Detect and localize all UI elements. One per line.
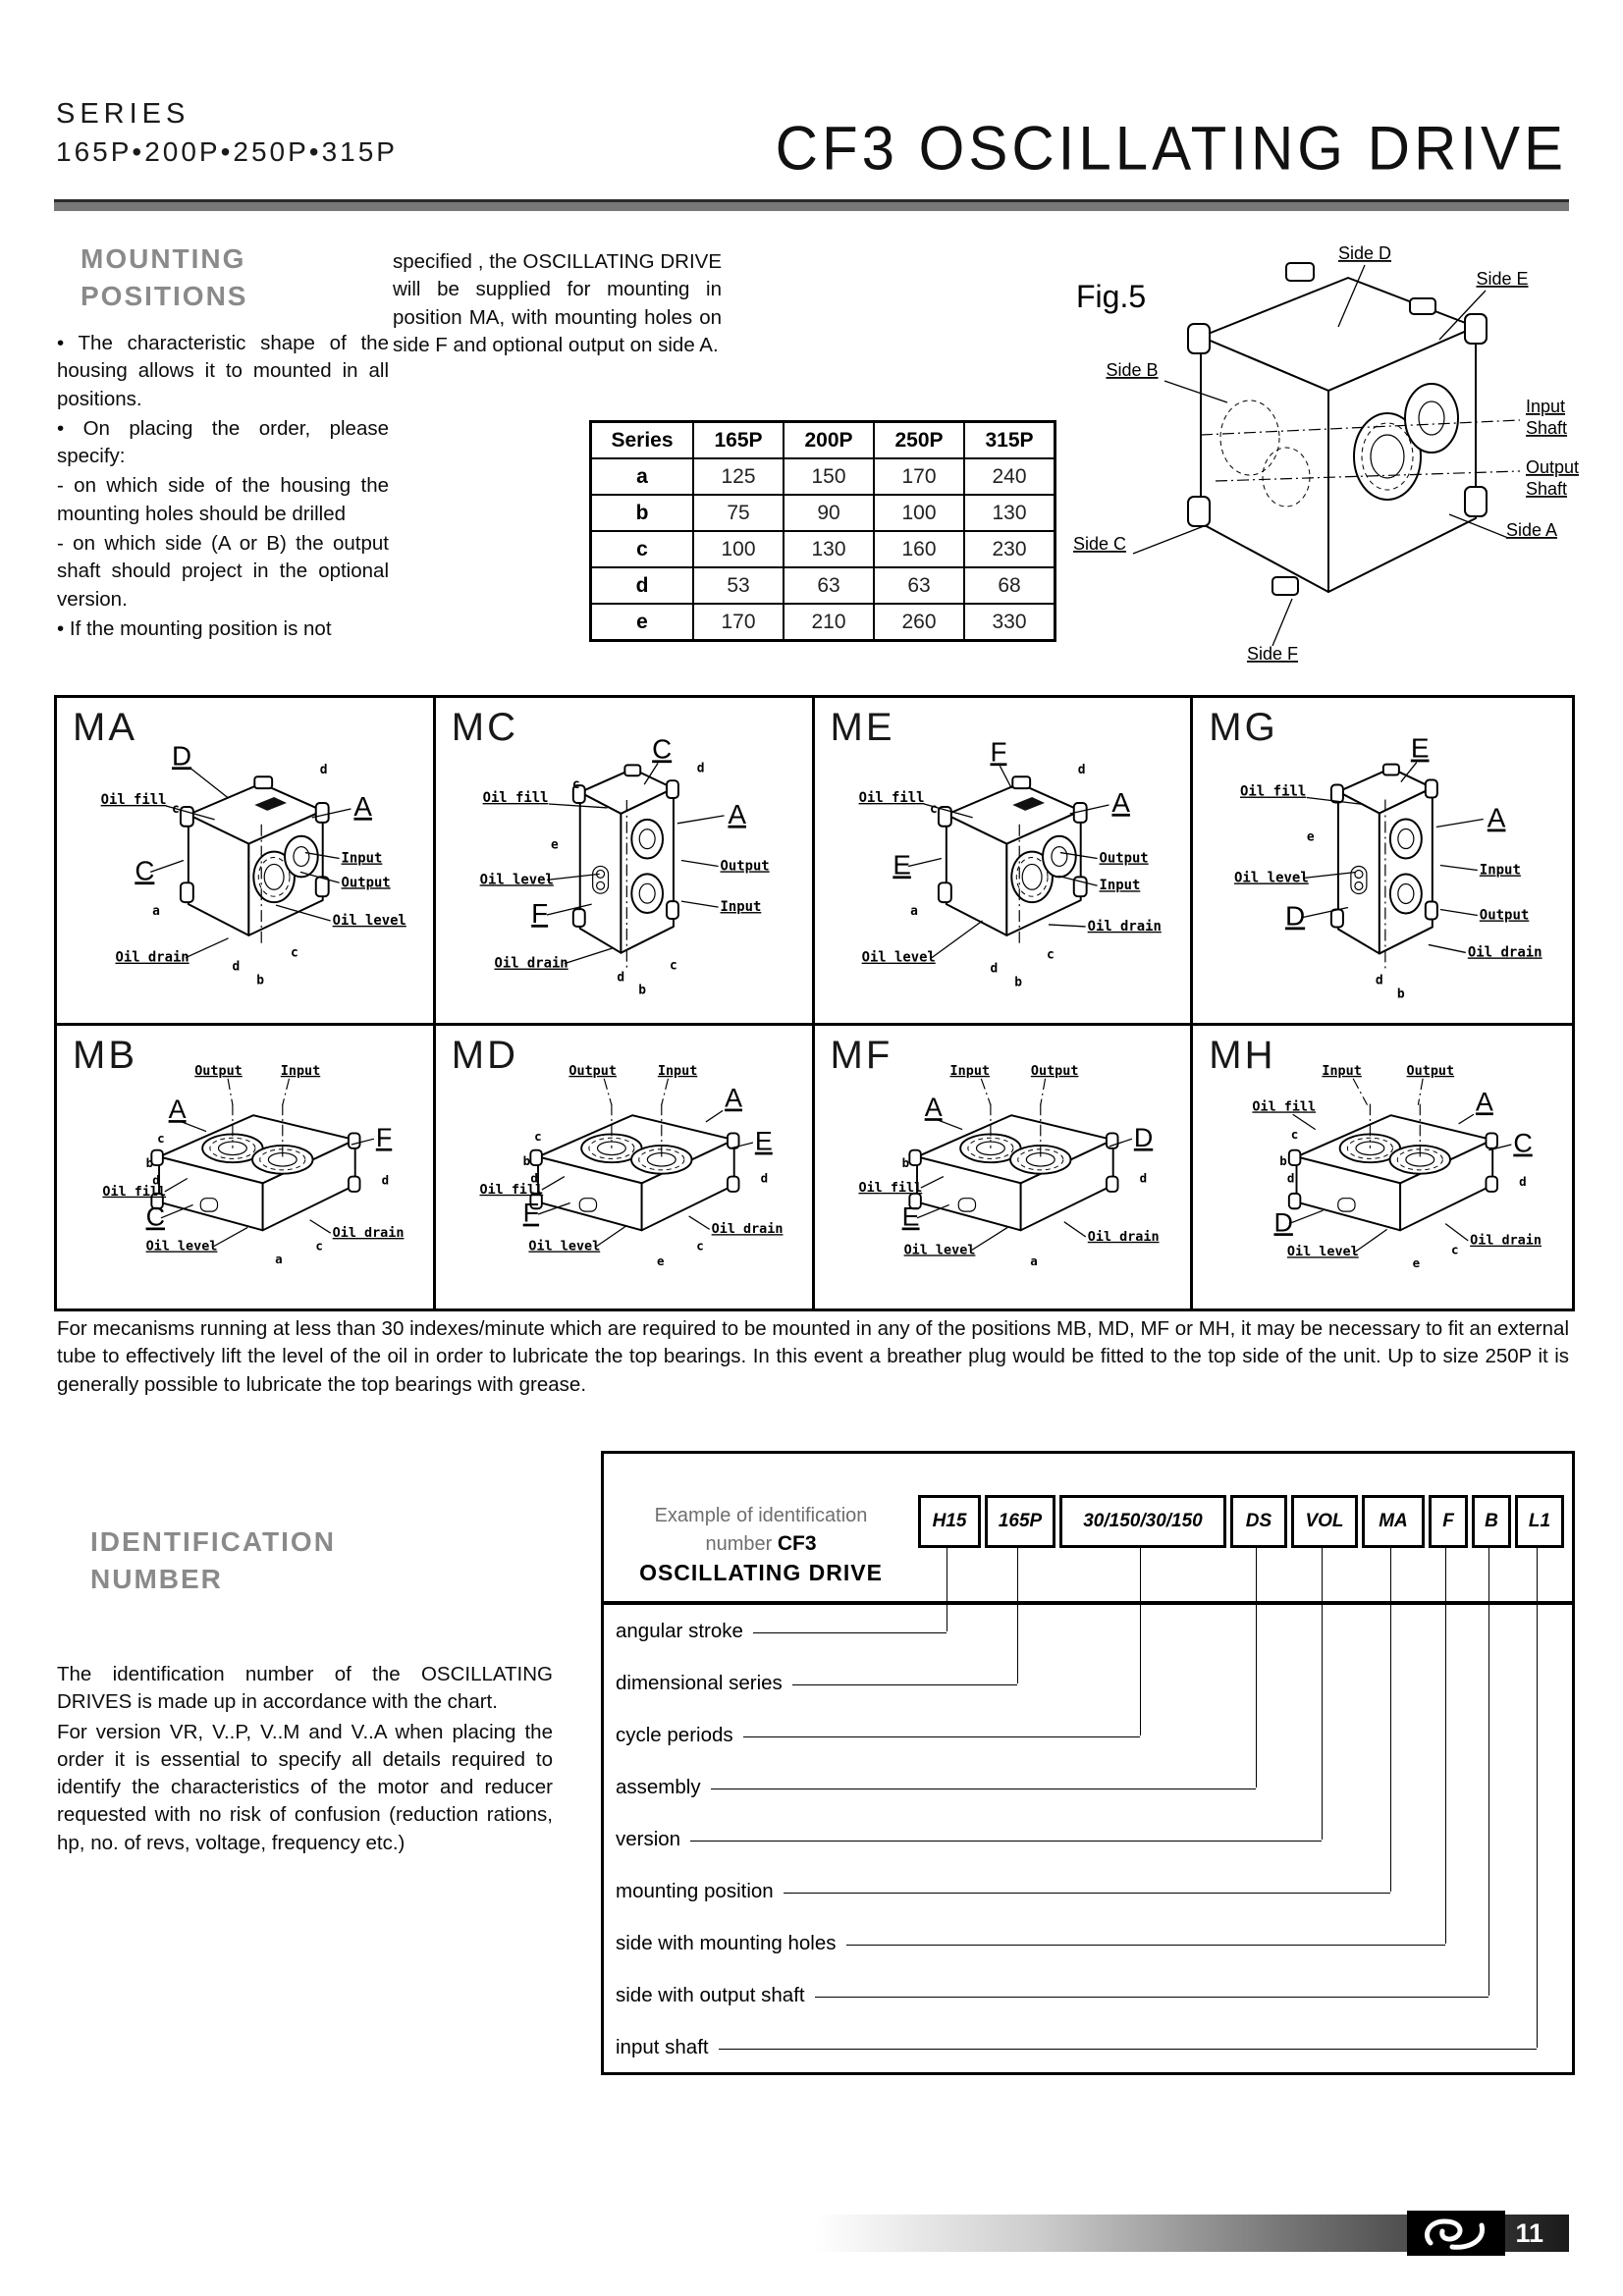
cell: 125 [693,458,784,495]
cell: 240 [964,458,1055,495]
callout-oil-level: Oil level [479,872,554,888]
face-label-top: D [172,740,192,772]
heading-positions: POSITIONS [81,280,248,311]
example-number-word: number [705,1533,778,1555]
field-version: version [616,1827,1322,1852]
callout-output: Output [341,875,391,891]
face-label-top: C [651,733,672,765]
code-box-version: VOL [1291,1495,1358,1548]
connector-line [1140,1546,1141,1735]
bullet-4: - on which side (A or B) the output shaft should project in the optional version. [57,531,389,611]
fig5-side-b-label: Side B [1106,360,1159,380]
callout-oil-fill: Oil fill [1240,783,1307,800]
callout-oil-drain: Oil drain [1468,944,1542,961]
callout-oil-level: Oil level [903,1243,975,1258]
footer-bar [815,2215,1569,2252]
dim-letter: a [275,1251,283,1266]
example-code-cf3: CF3 [777,1532,817,1555]
cell: 170 [693,604,784,641]
dim-letter: d [1376,973,1383,988]
dim-letter: d [1519,1174,1527,1190]
callout-oil-fill: Oil fill [857,1180,922,1196]
callout-oil-drain: Oil drain [332,1226,405,1242]
brand-swirl-icon [1413,2214,1499,2253]
field-side-mounting-holes: side with mounting holes [616,1931,1445,1956]
callout-oil-fill: Oil fill [1252,1099,1317,1115]
series-label: SERIES [56,98,190,130]
grid-cell-mh [1193,1026,1572,1308]
face-label-top: A [168,1095,187,1125]
connector-line [1488,1546,1489,1996]
heading-number: NUMBER [90,1563,223,1594]
fig5-side-d-label: Side D [1337,243,1392,263]
field-dimensional-series: dimensional series [616,1671,1017,1696]
dim-letter: c [696,1238,704,1254]
identification-chart [601,1451,1575,2075]
row-b-label: b [591,495,694,531]
dim-letter: c [315,1238,323,1254]
code-box-cycle-periods: 30/150/30/150 [1059,1495,1226,1548]
series-block [56,98,398,168]
heading-identification: IDENTIFICATION [90,1526,336,1557]
face-label-side: C [1513,1128,1533,1158]
connector-line [1537,1546,1538,2048]
callout-input: Input [720,899,762,916]
face-label-front: F [522,1198,539,1228]
cell-id-mc: MC [451,706,518,749]
dim-letter: c [571,777,580,793]
dim-letter: a [909,904,918,920]
cell-id-ma: MA [73,706,137,749]
face-label-top: F [989,736,1006,768]
face-label-front: C [135,855,155,886]
face-label-side: E [754,1126,773,1156]
callout-output: Output [1480,907,1530,924]
row-a-label: a [591,458,694,495]
callout-input: Input [280,1063,321,1079]
code-box-assembly: DS [1230,1495,1287,1548]
table-row [591,458,1055,495]
example-caption-line2 [616,1532,906,1556]
dim-letter: c [290,945,298,961]
table-row [591,567,1055,604]
fig5-output-shaft-label-2: Shaft [1526,479,1568,499]
dimensions-table [589,420,1056,642]
cell: 68 [964,567,1055,604]
row-e-label: e [591,604,694,641]
cell-id-mf: MF [830,1034,893,1077]
page-number: 11 [1515,2217,1543,2248]
identification-paragraph-2: For version VR, V..P, V..M and V..A when placing the order it is essential to specify all details required to identify the characteristics of the motor and reducer requested with no risk of confusion (reduction rations, hp, no. of revs, voltage, frequency etc.) [57,1720,553,1854]
dim-letter: c [157,1131,165,1147]
dim-letter: c [1291,1127,1299,1143]
fig5-side-a-label: Side A [1505,520,1558,540]
face-label-front: D [1273,1207,1294,1238]
dim-letter: d [319,763,328,778]
chart-divider [604,1601,1572,1605]
callout-oil-level: Oil level [528,1239,600,1255]
fig5-output-shaft-label-1: Output [1526,457,1580,477]
field-angular-stroke: angular stroke [616,1619,947,1644]
field-side-output-shaft: side with output shaft [616,1983,1488,2008]
cell: 100 [874,495,964,531]
face-label-top: E [1411,732,1430,764]
dim-letter: d [1287,1170,1295,1186]
callout-input: Input [1099,878,1140,894]
cell: 260 [874,604,964,641]
identification-paragraph-1: The identification number of the OSCILLATING DRIVES is made up in accordance with the chart. [57,1663,553,1714]
callout-input: Input [341,850,383,867]
example-caption-line3: OSCILLATING DRIVE [639,1560,883,1585]
table-header-row [591,422,1055,459]
dim-letter: d [381,1172,390,1188]
callout-oil-drain: Oil drain [1087,1229,1160,1245]
face-label-front: E [892,849,911,881]
row-c-label: c [591,531,694,567]
callout-oil-level: Oil level [332,912,406,929]
cell: 330 [964,604,1055,641]
face-label-side: A [728,798,746,829]
dim-letter: b [256,973,265,988]
face-label-side: F [375,1122,393,1152]
dim-letter: a [152,904,160,920]
grid-cell-ma [57,698,436,1026]
cell: 230 [964,531,1055,567]
brand-logo [1407,2211,1505,2256]
dim-letter: d [1139,1170,1147,1186]
callout-input: Input [1480,862,1522,879]
grid-cell-mg [1193,698,1572,1026]
continuation-paragraph: specified , the OSCILLATING DRIVE will be supplied for mounting in position MA, with mounting holes on side F and optional output on side A. [393,250,722,356]
callout-oil-fill: Oil fill [102,1184,167,1200]
dim-letter: d [530,1170,538,1186]
field-input-shaft: input shaft [616,2035,1537,2060]
mounting-positions-heading [81,240,395,315]
bullet-3: - on which side of the housing the mounting holes should be drilled [57,474,389,525]
dim-letter: c [929,801,938,817]
face-label-front: C [145,1201,165,1232]
bullet-1: • The characteristic shape of the housing allows it to mounted in all positions. [57,332,389,410]
row-d-label: d [591,567,694,604]
cell-id-mg: MG [1209,706,1278,749]
callout-oil-level: Oil level [145,1239,218,1255]
dim-letter: e [656,1253,665,1268]
mounting-positions-grid [54,695,1575,1311]
dim-letter: b [522,1153,530,1169]
callout-input: Input [657,1063,698,1079]
callout-oil-level: Oil level [1234,870,1310,886]
cell: 63 [784,567,874,604]
cell-id-mh: MH [1209,1034,1276,1077]
col-200p: 200P [784,422,874,459]
identification-text [57,1661,553,1859]
bullet-5: • If the mounting position is not [57,616,332,640]
connector-line [1256,1546,1257,1788]
callout-oil-drain: Oil drain [711,1222,784,1238]
table-row [591,531,1055,567]
dim-letter: b [1279,1153,1288,1169]
callout-output: Output [1099,850,1149,867]
grid-cell-mc [436,698,815,1026]
col-series: Series [591,422,694,459]
cell: 100 [693,531,784,567]
dim-letter: c [1451,1242,1459,1257]
face-label-top: A [1476,1087,1494,1117]
callout-output: Output [1030,1063,1078,1079]
callout-oil-fill: Oil fill [858,790,924,807]
cell: 63 [874,567,964,604]
dim-letter: a [1029,1253,1038,1268]
dim-letter: c [533,1129,542,1145]
callout-oil-level: Oil level [1287,1245,1359,1260]
dim-letter: d [617,970,624,986]
cell: 170 [874,458,964,495]
dim-letter: d [1077,763,1085,778]
code-box-input-shaft: L1 [1515,1495,1564,1548]
col-315p: 315P [964,422,1055,459]
face-label-side: A [1110,786,1130,818]
dim-letter: d [760,1170,768,1186]
dim-letter: b [637,983,646,998]
face-label-front: F [530,897,548,929]
callout-input: Input [1322,1063,1363,1079]
callout-oil-fill: Oil fill [479,1182,543,1198]
cell: 150 [784,458,874,495]
fig5-input-shaft-label-1: Input [1526,397,1566,416]
header-rule [54,199,1569,211]
lubrication-note: For mecanisms running at less than 30 indexes/minute which are required to be mounted in any of the positions MB, MD, MF or MH, it may be necessary to fit an external tube to effectively lift the level of the oil in order to lubricate the top bearings. In this event a breather plug would be fitted to the top side of the unit. Up to size 250P it is generally possible to lubricate the top bearings with grease. [57,1317,1569,1396]
fig5-side-c-label: Side C [1072,534,1127,554]
connector-line [1390,1546,1391,1892]
cell-id-md: MD [451,1034,518,1077]
face-label-front: D [1285,900,1306,932]
field-mounting-position: mounting position [616,1879,1390,1904]
fig5-side-f-label: Side F [1246,644,1299,664]
grid-cell-mf [815,1026,1194,1308]
callout-input: Input [949,1063,990,1079]
grid-cell-mb [57,1026,436,1308]
table-row [591,495,1055,531]
callout-oil-drain: Oil drain [1470,1233,1542,1249]
dim-letter: b [1013,975,1022,990]
face-label-side: A [1488,802,1506,833]
connector-line [1017,1546,1018,1683]
face-label-top: A [924,1093,943,1123]
face-label-side: D [1133,1122,1153,1152]
cell: 130 [784,531,874,567]
connector-line [1322,1546,1323,1840]
dim-letter: b [901,1155,909,1170]
callout-oil-drain: Oil drain [1087,918,1162,934]
dim-letter: c [172,801,180,817]
fig5-housing-drawing [1039,224,1610,693]
heading-mounting: MOUNTING [81,243,246,274]
page-title: CF3 OSCILLATING DRIVE [775,113,1567,183]
dim-letter: c [1046,947,1055,963]
grid-cell-me [815,698,1194,1026]
dim-letter: e [550,837,559,853]
cell: 130 [964,495,1055,531]
callout-output: Output [194,1063,243,1079]
cell-id-mb: MB [73,1034,137,1077]
callout-oil-drain: Oil drain [115,949,189,966]
fig5-side-e-label: Side E [1476,269,1529,289]
example-caption-line1: Example of identification [654,1505,868,1526]
callout-output: Output [568,1063,617,1079]
table-row [591,604,1055,641]
callout-output: Output [720,858,770,875]
dim-letter: d [989,961,998,977]
grid-cell-md [436,1026,815,1308]
dim-letter: b [1397,987,1405,1002]
col-165p: 165P [693,422,784,459]
code-box-angular-stroke: H15 [918,1495,981,1548]
cell: 210 [784,604,874,641]
dim-letter: e [1307,829,1316,845]
code-box-mounting-position: MA [1362,1495,1425,1548]
dim-letter: e [1412,1255,1421,1270]
dim-letter: c [669,958,677,974]
face-label-side: A [353,790,372,822]
series-models: 165P•200P•250P•315P [56,136,398,167]
dim-letter: d [232,959,241,975]
cell: 75 [693,495,784,531]
face-label-top: A [724,1083,742,1113]
callout-oil-fill: Oil fill [482,790,549,807]
cell: 160 [874,531,964,567]
callout-oil-drain: Oil drain [494,955,568,972]
fig5-input-shaft-label-2: Shaft [1526,418,1568,438]
identification-heading [90,1523,336,1598]
callout-output: Output [1406,1063,1455,1079]
dim-letter: d [152,1172,160,1188]
col-250p: 250P [874,422,964,459]
dim-letter: d [696,761,705,776]
cell-id-me: ME [830,706,895,749]
fig5-caption: Fig.5 [1076,279,1147,314]
code-box-mounting-holes-side: F [1429,1495,1468,1548]
code-box-dimensional-series: 165P [985,1495,1055,1548]
field-assembly: assembly [616,1775,1256,1800]
dim-letter: b [145,1155,154,1170]
face-label-front: E [901,1201,920,1232]
code-box-output-shaft-side: B [1472,1495,1511,1548]
connector-line [1445,1546,1446,1944]
callout-oil-fill: Oil fill [100,791,167,808]
callout-oil-level: Oil level [861,949,936,966]
cell: 90 [784,495,874,531]
mounting-positions-text [57,330,389,645]
field-cycle-periods: cycle periods [616,1723,1140,1748]
cell: 53 [693,567,784,604]
bullet-2: • On placing the order, please specify: [57,416,389,468]
